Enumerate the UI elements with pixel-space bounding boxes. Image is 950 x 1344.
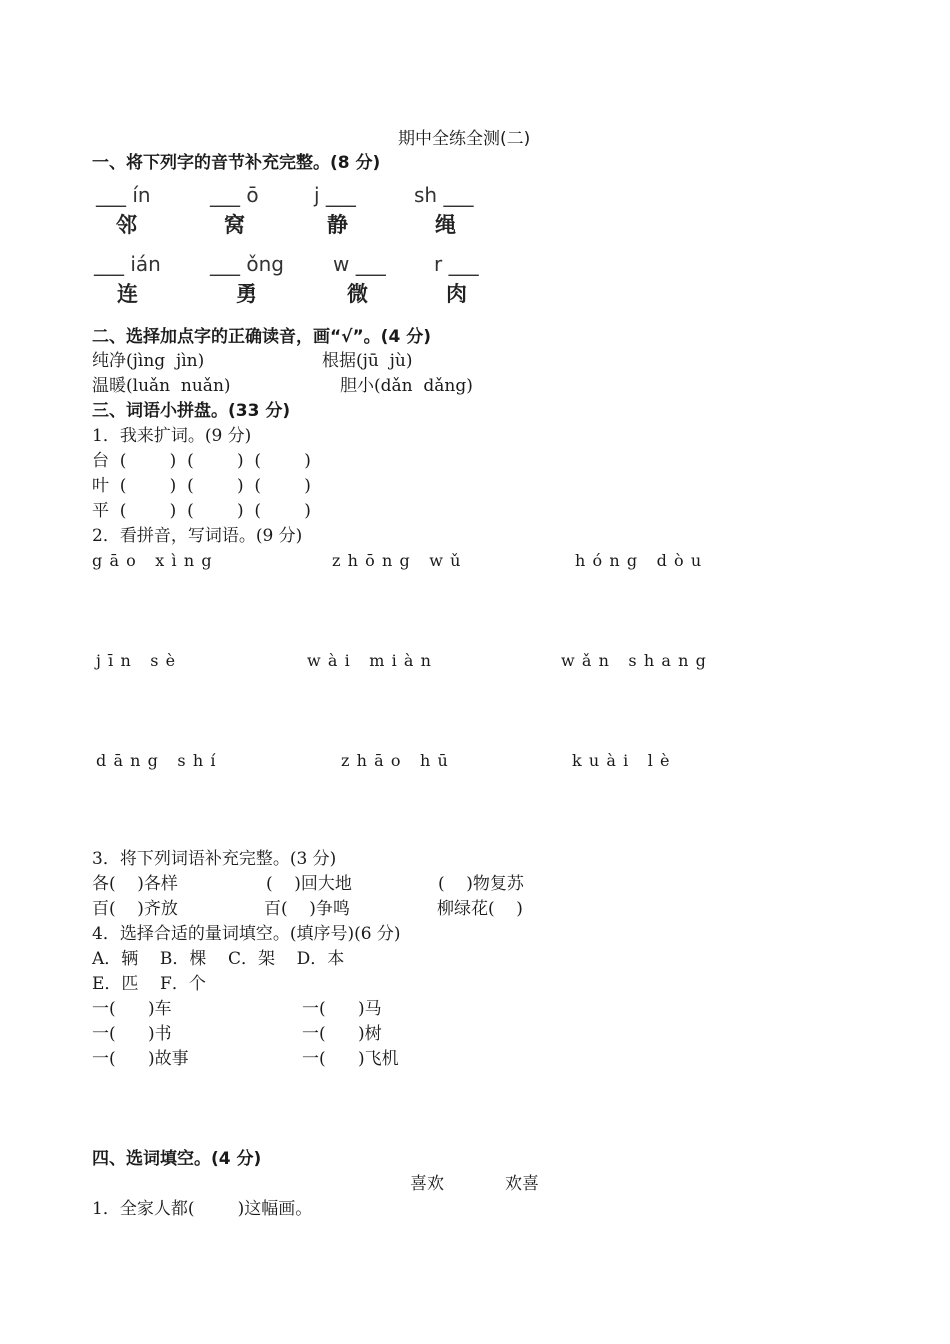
pinyin-prompt: jīn sè bbox=[96, 651, 183, 670]
expand-word-row: 叶 ( ) ( ) ( ) bbox=[92, 476, 311, 496]
character: 微 bbox=[347, 282, 368, 306]
character: 窝 bbox=[224, 213, 245, 237]
question-label: 3．将下列词语补充完整。(3 分) bbox=[92, 849, 337, 869]
pinyin-prompt: kuài lè bbox=[572, 751, 677, 770]
section-3-heading: 三、词语小拼盘。(33 分) bbox=[92, 401, 291, 421]
measure-word-item: 一( )车 bbox=[92, 999, 172, 1019]
character: 绳 bbox=[435, 213, 456, 237]
character: 静 bbox=[327, 213, 348, 237]
page-title: 期中全练全测(二) bbox=[398, 129, 531, 149]
section-4-heading: 四、选词填空。(4 分) bbox=[92, 1149, 262, 1169]
idiom-item: 各( )各样 bbox=[92, 874, 178, 894]
character: 连 bbox=[117, 282, 138, 306]
measure-word-item: 一( )马 bbox=[302, 999, 382, 1019]
pinyin-prompt: hóng dòu bbox=[575, 551, 709, 570]
syllable-blank: j ___ bbox=[314, 183, 356, 207]
idiom-item: 柳绿花( ) bbox=[437, 899, 523, 919]
syllable-blank: ___ ǒng bbox=[210, 252, 284, 276]
character: 肉 bbox=[446, 282, 467, 306]
syllable-blank: ___ ín bbox=[96, 183, 151, 207]
pinyin-prompt: zhāo hū bbox=[341, 751, 456, 770]
measure-word-options: E．匹 F．个 bbox=[92, 974, 206, 994]
measure-word-item: 一( )故事 bbox=[92, 1049, 189, 1069]
reading-choice: 纯净(jìng jìn) bbox=[92, 351, 205, 371]
syllable-blank: r ___ bbox=[434, 252, 479, 276]
word-choice: 欢喜 bbox=[505, 1174, 539, 1194]
idiom-item: 百( )争鸣 bbox=[264, 899, 350, 919]
character: 勇 bbox=[236, 282, 257, 306]
pinyin-prompt: zhōng wǔ bbox=[332, 551, 468, 570]
idiom-item: 百( )齐放 bbox=[92, 899, 178, 919]
fill-blank-sentence: 1．全家人都( )这幅画。 bbox=[92, 1199, 313, 1219]
section-2-heading: 二、选择加点字的正确读音，画“√”。(4 分) bbox=[92, 327, 431, 347]
syllable-blank: ___ ō bbox=[210, 183, 259, 207]
question-label: 4．选择合适的量词填空。(填序号)(6 分) bbox=[92, 924, 401, 944]
syllable-blank: ___ ián bbox=[94, 252, 161, 276]
pinyin-prompt: gāo xìng bbox=[92, 551, 219, 570]
pinyin-prompt: wǎn shang bbox=[561, 651, 714, 670]
idiom-item: ( )物复苏 bbox=[438, 874, 524, 894]
expand-word-row: 台 ( ) ( ) ( ) bbox=[92, 451, 311, 471]
syllable-blank: sh ___ bbox=[414, 183, 474, 207]
pinyin-prompt: wài miàn bbox=[307, 651, 439, 670]
pinyin-prompt: dāng shí bbox=[96, 751, 223, 770]
section-1-heading: 一、将下列字的音节补充完整。(8 分) bbox=[92, 153, 381, 173]
word-choice: 喜欢 bbox=[410, 1174, 444, 1194]
measure-word-options: A．辆 B．棵 C．架 D．本 bbox=[92, 949, 345, 969]
measure-word-item: 一( )飞机 bbox=[302, 1049, 399, 1069]
character: 邻 bbox=[116, 213, 137, 237]
syllable-blank: w ___ bbox=[333, 252, 386, 276]
question-label: 2．看拼音，写词语。(9 分) bbox=[92, 526, 303, 546]
reading-choice: 胆小(dǎn dǎng) bbox=[340, 376, 473, 396]
measure-word-item: 一( )书 bbox=[92, 1024, 172, 1044]
idiom-item: ( )回大地 bbox=[266, 874, 352, 894]
question-label: 1．我来扩词。(9 分) bbox=[92, 426, 252, 446]
reading-choice: 根据(jū jù) bbox=[322, 351, 413, 371]
expand-word-row: 平 ( ) ( ) ( ) bbox=[92, 501, 311, 521]
reading-choice: 温暖(luǎn nuǎn) bbox=[92, 376, 231, 396]
measure-word-item: 一( )树 bbox=[302, 1024, 382, 1044]
